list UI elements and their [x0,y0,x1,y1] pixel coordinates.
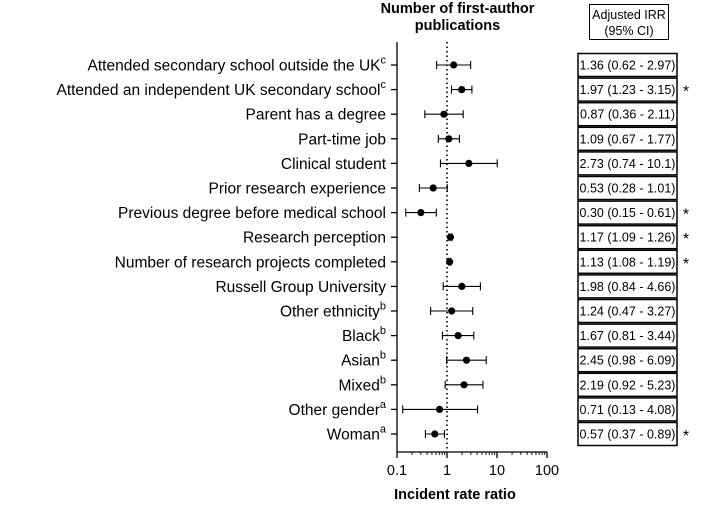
row-label: Parent has a degree [245,106,386,124]
row-label: Mixed$^b$ [338,374,386,395]
chart-title: Number of first-author publications [380,1,535,34]
irr-header-line-1: Adjusted IRR [592,8,666,22]
irr-cell-text: 1.67 (0.81 - 3.44) [579,329,676,344]
point-estimate [447,234,454,241]
point-estimate [450,61,457,68]
significance-marker: * [682,255,690,273]
point-estimate [445,135,452,142]
significance-marker: * [682,428,690,445]
point-estimate [446,258,453,265]
significance-marker: * [682,83,690,101]
irr-cell-text: 0.71 (0.13 - 4.08) [579,402,676,417]
row-label: Attended secondary school outside the $UK^c$ [87,54,386,75]
significance-marker: * [682,231,690,249]
irr-cell-text: 1.36 (0.62 - 2.97) [579,58,676,73]
row-label: Other gender$^a$ [288,398,386,419]
row-label: Black$^b$ [341,325,386,346]
row-label: Previous degree before medical school [118,205,386,223]
point-estimate [455,332,462,339]
significance-marker: * [682,206,690,224]
irr-cell-text: 0.53 (0.28 - 1.01) [579,181,676,196]
irr-cell-text: 1.24 (0.47 - 3.27) [579,304,676,319]
irr-cell-text: 1.09 (0.67 - 1.77) [579,132,676,147]
point-estimate [458,86,465,93]
point-estimate [448,307,455,314]
irr-header-line-2: (95% CI) [604,24,654,38]
row-label: Asian$^b$ [341,349,386,370]
row-label: Clinical student [280,155,386,173]
point-estimate [465,160,472,167]
point-estimate [417,209,424,216]
row-label: Research perception [242,229,386,247]
row-label: Number of research projects completed [114,254,386,272]
point-estimate [460,381,467,388]
x-tick-label: 0.1 [386,463,408,479]
irr-cell-text: 2.73 (0.74 - 10.1) [579,156,676,171]
point-estimate [431,430,438,437]
x-axis-label: Incident rate ratio [394,487,516,503]
irr-cell-text: 0.57 (0.37 - 0.89) [579,427,676,442]
point-estimate [463,357,470,364]
irr-cell-text: 0.87 (0.36 - 2.11) [580,107,675,122]
row-label: Prior research experience [208,180,386,198]
irr-cell-text: 1.97 (1.23 - 3.15) [579,83,676,98]
point-estimate [458,283,465,290]
row-label: Russell Group University [215,278,386,296]
irr-cell-text: 1.17 (1.09 - 1.26) [579,230,676,245]
x-tick-label: 10 [488,463,506,479]
irr-cell-text: 2.19 (0.92 - 5.23) [579,378,676,393]
x-tick-label: 100 [534,463,560,479]
row-label: Part-time job [298,131,386,149]
row-label: Other ethnicity$^b$ [279,300,386,321]
point-estimate [440,111,447,118]
irr-cell-text: 1.98 (0.84 - 4.66) [579,279,676,294]
irr-cell-text: 1.13 (1.08 - 1.19) [579,255,676,270]
point-estimate [436,406,443,413]
irr-cell-text: 2.45 (0.98 - 6.09) [579,353,676,368]
row-label: Attended an independent UK secondary school$^c$ [56,79,386,100]
row-label: Woman$^a$ [326,423,386,444]
x-tick-label: 1 [442,463,452,479]
irr-cell-text: 0.30 (0.15 - 0.61) [579,206,676,221]
point-estimate [430,184,437,191]
